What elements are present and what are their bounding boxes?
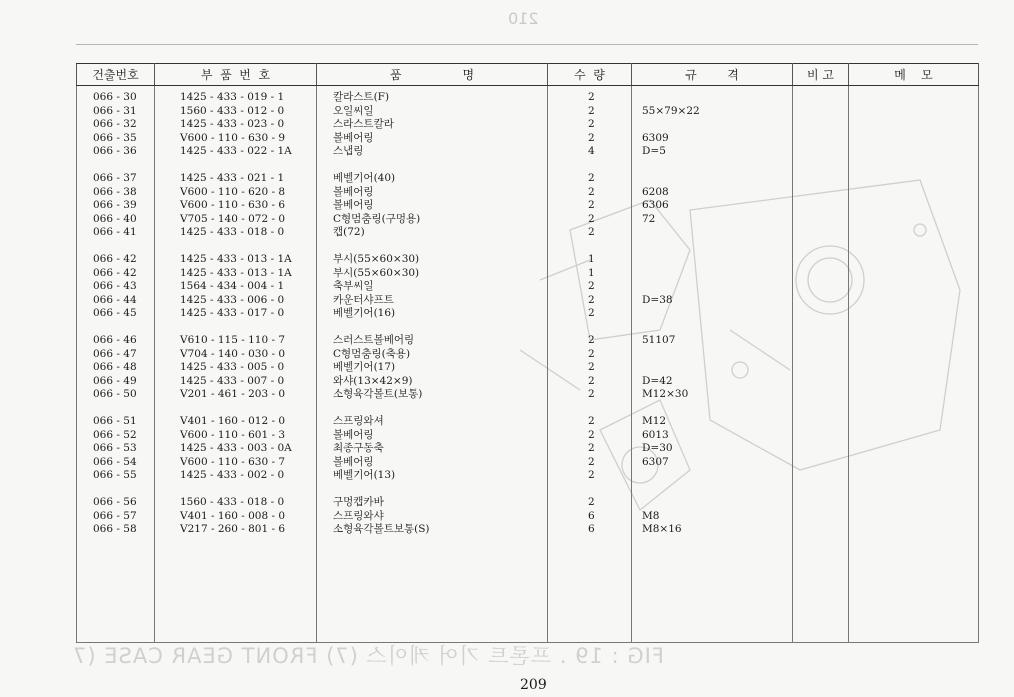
part-name-cell: 캡(72) xyxy=(333,226,365,238)
specification-cell: M12×30 xyxy=(642,388,689,400)
part-number-cell: V600 - 110 - 601 - 3 xyxy=(180,428,286,441)
index-number-cell: 066 - 35 xyxy=(93,131,137,144)
part-name-cell: 스냅링 xyxy=(333,145,364,157)
index-number-cell: 066 - 36 xyxy=(93,145,137,157)
part-number-cell: V610 - 115 - 110 - 7 xyxy=(180,334,286,346)
part-name-cell: 베벨기어(16) xyxy=(333,307,396,319)
part-number-cell: 1564 - 434 - 004 - 1 xyxy=(180,280,285,292)
quantity-cell: 2 xyxy=(588,199,595,211)
part-name-column xyxy=(317,86,548,643)
bleed-through-figure-caption: FIG : 19 . 프론트 기어 케이스 (7) FRONT GEAR CASE (7 xyxy=(72,644,664,668)
specification-cell xyxy=(632,496,792,510)
part-name-cell: 부시(55×60×30) xyxy=(333,266,420,279)
quantity-cell: 2 xyxy=(588,496,595,508)
quantity-cell: 2 xyxy=(588,334,595,346)
part-name-cell: 스러스트볼베어링 xyxy=(333,334,415,346)
part-number-cell: V217 - 260 - 801 - 6 xyxy=(180,523,286,535)
quantity-cell: 1 xyxy=(588,266,595,279)
part-number-cell: V600 - 110 - 620 - 8 xyxy=(180,185,286,198)
quantity-cell: 2 xyxy=(588,185,595,198)
header-remarks: 비 고 xyxy=(793,64,849,86)
page-number: 209 xyxy=(520,677,547,693)
quantity-cell: 2 xyxy=(588,293,595,306)
table-header-row xyxy=(77,64,979,86)
specification-cell xyxy=(632,226,792,240)
specification-cell xyxy=(632,280,792,294)
part-name-cell: 볼베어링 xyxy=(333,185,374,198)
header-specification: 규 격 xyxy=(632,64,793,86)
part-number-cell: 1425 - 433 - 005 - 0 xyxy=(180,361,285,373)
index-number-cell: 066 - 53 xyxy=(93,442,137,454)
specification-cell: 6309 xyxy=(642,131,669,144)
part-name-cell: 스라스트칼라 xyxy=(333,118,394,130)
specification-cell: D=5 xyxy=(642,145,666,157)
quantity-cell: 2 xyxy=(588,388,595,400)
part-number-cell: 1425 - 433 - 022 - 1A xyxy=(180,145,292,157)
quantity-column xyxy=(548,86,632,643)
header-memo: 메 모 xyxy=(849,64,979,86)
index-number-cell: 066 - 45 xyxy=(93,307,137,319)
index-number-column xyxy=(77,86,155,643)
index-number-cell: 066 - 40 xyxy=(93,212,137,225)
specification-cell: D=42 xyxy=(642,374,673,387)
quantity-cell: 2 xyxy=(588,280,595,292)
quantity-cell: 2 xyxy=(588,415,595,427)
index-number-cell: 066 - 41 xyxy=(93,226,137,238)
specification-cell xyxy=(632,91,792,105)
part-number-cell: 1425 - 433 - 013 - 1A xyxy=(180,253,292,265)
part-name-cell: C형멈춤링(축용) xyxy=(333,347,411,360)
part-name-cell: 구멍캡카바 xyxy=(333,496,384,508)
specification-cell: 6208 xyxy=(642,185,669,198)
part-name-cell: 베벨기어(13) xyxy=(333,469,396,481)
header-index-number: 건출번호 xyxy=(77,64,155,86)
part-number-cell: 1425 - 433 - 007 - 0 xyxy=(180,374,285,387)
part-number-cell: 1425 - 433 - 002 - 0 xyxy=(180,469,285,481)
part-name-cell: 볼베어링 xyxy=(333,131,374,144)
index-number-cell: 066 - 39 xyxy=(93,199,137,211)
header-quantity: 수 량 xyxy=(548,64,632,86)
index-number-cell: 066 - 37 xyxy=(93,172,137,184)
part-name-cell: 볼베어링 xyxy=(333,455,374,468)
quantity-cell: 2 xyxy=(588,455,595,468)
index-number-cell: 066 - 48 xyxy=(93,361,137,373)
specification-cell xyxy=(632,267,792,281)
quantity-cell: 2 xyxy=(588,118,595,130)
specification-cell xyxy=(632,469,792,483)
index-number-cell: 066 - 56 xyxy=(93,496,137,508)
part-number-cell: V600 - 110 - 630 - 7 xyxy=(180,455,286,468)
quantity-cell: 2 xyxy=(588,212,595,225)
index-number-cell: 066 - 52 xyxy=(93,428,137,441)
part-name-cell: 베벨기어(40) xyxy=(333,172,396,184)
quantity-cell: 2 xyxy=(588,428,595,441)
quantity-cell: 2 xyxy=(588,442,595,454)
part-number-cell: V705 - 140 - 072 - 0 xyxy=(180,212,286,225)
part-number-cell: 1425 - 433 - 003 - 0A xyxy=(180,442,292,454)
specification-cell xyxy=(632,118,792,132)
specification-cell: D=30 xyxy=(642,442,673,454)
part-name-cell: 축부씨일 xyxy=(333,280,374,292)
part-name-cell: 베벨기어(17) xyxy=(333,361,396,373)
index-number-cell: 066 - 49 xyxy=(93,374,137,387)
part-name-cell: 볼베어링 xyxy=(333,428,374,441)
specification-cell: 72 xyxy=(642,212,656,225)
index-number-cell: 066 - 46 xyxy=(93,334,137,346)
index-number-cell: 066 - 30 xyxy=(93,91,137,103)
specification-cell xyxy=(632,307,792,321)
index-number-cell: 066 - 31 xyxy=(93,104,137,117)
specification-cell: M8×16 xyxy=(642,523,682,535)
memo-column xyxy=(849,86,979,643)
specification-cell: M8 xyxy=(642,509,660,522)
part-number-cell: V600 - 110 - 630 - 9 xyxy=(180,131,286,144)
specification-cell: 6306 xyxy=(642,199,669,211)
part-name-cell: 소형육각볼트보통(S) xyxy=(333,523,430,535)
part-number-cell: V201 - 461 - 203 - 0 xyxy=(180,388,286,400)
quantity-cell: 2 xyxy=(588,226,595,238)
part-number-cell: V704 - 140 - 030 - 0 xyxy=(180,347,286,360)
part-name-cell: 칼라스트(F) xyxy=(333,91,390,103)
specification-cell: M12 xyxy=(642,415,667,427)
quantity-cell: 2 xyxy=(588,469,595,481)
quantity-cell: 6 xyxy=(588,523,595,535)
part-name-cell: 카운터샤프트 xyxy=(333,293,394,306)
quantity-cell: 2 xyxy=(588,307,595,319)
header-part-name: 품 명 xyxy=(317,64,548,86)
part-number-column xyxy=(155,86,317,643)
part-number-cell: 1425 - 433 - 006 - 0 xyxy=(180,293,285,306)
part-number-cell: V401 - 160 - 012 - 0 xyxy=(180,415,286,427)
parts-sheet xyxy=(76,44,978,645)
specification-cell xyxy=(632,348,792,362)
part-number-cell: 1560 - 433 - 012 - 0 xyxy=(180,104,285,117)
index-number-cell: 066 - 57 xyxy=(93,509,137,522)
table-body-row xyxy=(77,86,979,643)
part-name-cell: C형멈춤링(구멍용) xyxy=(333,212,421,225)
part-name-cell: 스프링와샤 xyxy=(333,509,384,522)
part-number-cell: V600 - 110 - 630 - 6 xyxy=(180,199,286,211)
part-name-cell: 와샤(13×42×9) xyxy=(333,374,413,387)
index-number-cell: 066 - 54 xyxy=(93,455,137,468)
quantity-cell: 2 xyxy=(588,347,595,360)
specification-cell: 6307 xyxy=(642,455,669,468)
quantity-cell: 2 xyxy=(588,104,595,117)
part-name-cell: 스프링와셔 xyxy=(333,415,384,427)
quantity-cell: 2 xyxy=(588,91,595,103)
remarks-column xyxy=(793,86,849,643)
quantity-cell: 2 xyxy=(588,374,595,387)
parts-table xyxy=(76,63,979,643)
specification-cell xyxy=(632,172,792,186)
index-number-cell: 066 - 50 xyxy=(93,388,137,400)
quantity-cell: 2 xyxy=(588,172,595,184)
part-number-cell: 1425 - 433 - 019 - 1 xyxy=(180,91,285,103)
specification-cell: D=38 xyxy=(642,293,673,306)
specification-cell xyxy=(632,361,792,375)
index-number-cell: 066 - 58 xyxy=(93,523,137,535)
part-number-cell: 1425 - 433 - 021 - 1 xyxy=(180,172,285,184)
header-part-number: 부 품 번 호 xyxy=(155,64,317,86)
index-number-cell: 066 - 44 xyxy=(93,293,137,306)
index-number-cell: 066 - 55 xyxy=(93,469,137,481)
index-number-cell: 066 - 47 xyxy=(93,347,137,360)
part-name-cell: 볼베어링 xyxy=(333,199,374,211)
bleed-through-page-number: 210 xyxy=(508,9,539,28)
part-number-cell: V401 - 160 - 008 - 0 xyxy=(180,509,286,522)
part-number-cell: 1560 - 433 - 018 - 0 xyxy=(180,496,285,508)
part-number-cell: 1425 - 433 - 017 - 0 xyxy=(180,307,285,319)
part-number-cell: 1425 - 433 - 013 - 1A xyxy=(180,266,292,279)
part-name-cell: 부시(55×60×30) xyxy=(333,253,420,265)
specification-cell: 55×79×22 xyxy=(642,104,700,117)
index-number-cell: 066 - 38 xyxy=(93,185,137,198)
specification-cell: 51107 xyxy=(642,334,676,346)
index-number-cell: 066 - 43 xyxy=(93,280,137,292)
specification-cell: 6013 xyxy=(642,428,669,441)
specification-column xyxy=(632,86,793,643)
specification-cell xyxy=(632,253,792,267)
quantity-cell: 2 xyxy=(588,361,595,373)
quantity-cell: 6 xyxy=(588,509,595,522)
part-name-cell: 오일씨일 xyxy=(333,104,374,117)
part-number-cell: 1425 - 433 - 018 - 0 xyxy=(180,226,285,238)
part-number-cell: 1425 - 433 - 023 - 0 xyxy=(180,118,285,130)
part-name-cell: 소형육각볼트(보통) xyxy=(333,388,423,400)
index-number-cell: 066 - 42 xyxy=(93,266,137,279)
quantity-cell: 2 xyxy=(588,131,595,144)
part-name-cell: 최종구동축 xyxy=(333,442,384,454)
quantity-cell: 4 xyxy=(588,145,595,157)
quantity-cell: 1 xyxy=(588,253,595,265)
index-number-cell: 066 - 32 xyxy=(93,118,137,130)
index-number-cell: 066 - 51 xyxy=(93,415,137,427)
index-number-cell: 066 - 42 xyxy=(93,253,137,265)
